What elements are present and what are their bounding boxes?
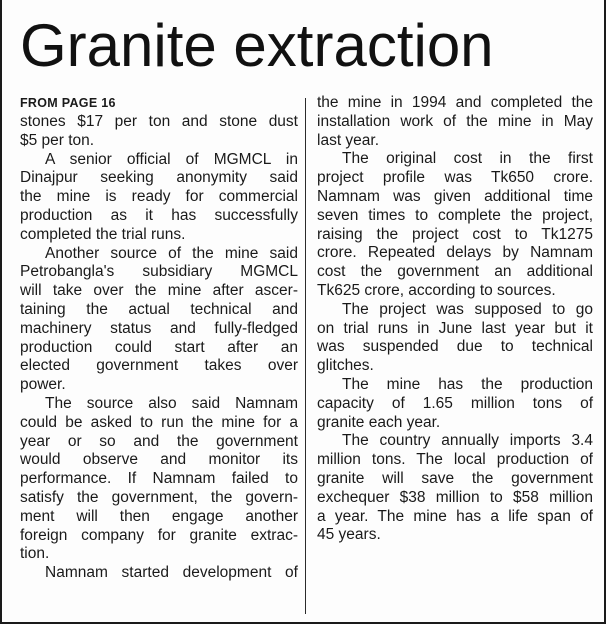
text-line: The country annually imports 3.4 (342, 432, 593, 450)
text-line: was suspended due to technical (317, 338, 593, 356)
text-line: production could start after an (20, 338, 298, 356)
text-line: installation work of the mine in May (317, 112, 593, 130)
text-line: Namnam started development of (45, 564, 298, 582)
text-line: tion. (20, 545, 50, 563)
column-divider (305, 98, 306, 614)
text-line: will take over the mine after ascer- (20, 282, 298, 300)
text-line: year or so and the government (20, 432, 298, 450)
text-line: granite each year. (317, 413, 441, 431)
text-line: raising the project cost to Tk1275 (317, 225, 593, 243)
text-line: Petrobangla's subsidiary MGMCL (20, 263, 298, 281)
paragraph (317, 432, 593, 545)
paragraph (20, 245, 298, 395)
text-line: A senior official of MGMCL in (45, 150, 298, 168)
text-line: 45 years. (317, 526, 381, 544)
text-line: would observe and monitor its (20, 451, 298, 469)
paragraph (20, 113, 298, 151)
text-line: exchequer $38 million to $58 million (317, 488, 593, 506)
text-line: foreign company for granite extrac- (20, 526, 298, 544)
text-line: glitches. (317, 357, 374, 375)
text-line: performance. If Namnam failed to (20, 470, 298, 488)
text-line: ment will then engage another (20, 507, 298, 525)
text-line: The original cost in the first (342, 150, 593, 168)
text-line: seven times to complete the project, (317, 206, 593, 224)
text-line: Another source of the mine said (45, 244, 298, 262)
left-column-body (20, 113, 298, 583)
text-line: power. (20, 376, 66, 394)
text-line: project profile was Tk650 crore. (317, 169, 593, 187)
text-line: The mine has the production (342, 375, 593, 393)
text-line: machinery status and fully-fledged (20, 319, 298, 337)
text-line: the mine is ready for commercial (20, 188, 298, 206)
paragraph (317, 376, 593, 432)
right-column (317, 94, 593, 545)
text-line: completed the trial runs. (20, 225, 186, 243)
paragraph (20, 151, 298, 245)
paragraph (317, 94, 593, 150)
text-line: a year. The mine has a life span of (317, 507, 593, 525)
text-line: The project was supposed to go (342, 300, 593, 318)
text-line: satisfy the government, the govern- (20, 488, 298, 506)
text-line: last year. (317, 131, 380, 149)
paragraph (20, 564, 298, 583)
text-line: elected government takes over (20, 357, 298, 375)
text-line: the mine in 1994 and completed the (317, 94, 593, 111)
paragraph (20, 395, 298, 564)
text-line: could be asked to run the mine for a (20, 413, 298, 431)
continuation-kicker: FROM PAGE 16 (20, 96, 116, 110)
text-line: Dinajpur seeking anonymity said (20, 169, 298, 187)
left-column (20, 94, 298, 583)
text-line: Namnam was given additional time (317, 187, 593, 205)
headline: Granite extraction (20, 12, 494, 79)
text-line: on trial runs in June last year but it (317, 319, 593, 337)
text-line: stones $17 per ton and stone dust (20, 113, 298, 130)
paragraph (317, 150, 593, 300)
text-line: $5 per ton. (20, 131, 95, 149)
text-line: The source also said Namnam (45, 394, 298, 412)
text-line: capacity of 1.65 million tons of (317, 394, 593, 412)
text-line: taining the actual technical and (20, 300, 298, 318)
text-line: crore. Repeated delays by Namnam (317, 244, 593, 262)
text-line: granite will save the government (317, 469, 593, 487)
right-column-body (317, 94, 593, 545)
text-line: Tk625 crore, according to sources. (317, 281, 556, 299)
text-line: million tons. The local production of (317, 451, 593, 469)
paragraph (317, 301, 593, 376)
text-line: cost the government an additional (317, 263, 593, 281)
text-line: production as it has successfully (20, 206, 298, 224)
